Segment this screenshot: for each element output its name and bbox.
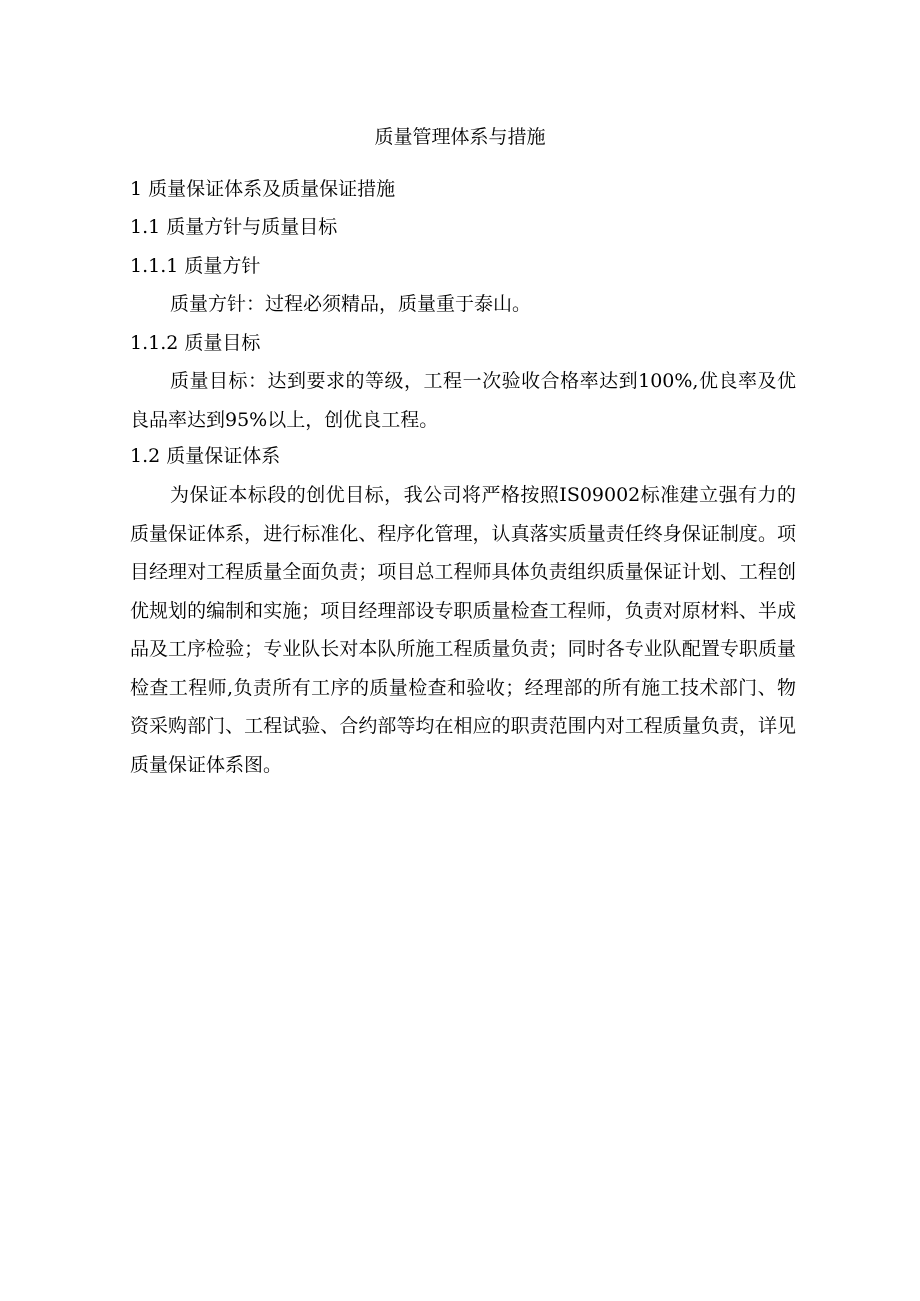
heading-section-1-2: 1.2 质量保证体系 [130,445,281,467]
paragraph-quality-policy: 质量方针：过程必须精品，质量重于泰山。 [170,293,532,315]
heading-section-1: 1 质量保证体系及质量保证措施 [130,178,396,200]
paragraph-quality-system: 为保证本标段的创优目标，我公司将严格按照IS09002标准建立强有力的质量保证体系，进行标准化、程序化管理，认真落实质量责任终身保证制度。项目经理对工程质量全面负责；项目总工程师具体负责组织质量保证计划、工程创优规划的编制和实施；项目经理部设专职质量检查工程师，负责对原材料、半成品及工序检验；专业队长对本队所施工程质量负责；同时各专业队配置专职质量检查工程师,负责所有工序的质量检查和验收；经理部的所有施工技术部门、物资采购部门、工程试验、合约部等均在相应的职责范围内对工程质量负责，详见质量保证体系图。 [130,484,796,776]
heading-section-1-1: 1.1 质量方针与质量目标 [130,216,338,238]
document-title: 质量管理体系与措施 [374,126,546,148]
paragraph-quality-goal: 质量目标：达到要求的等级，工程一次验收合格率达到100%,优良率及优良品率达到95%以上，创优良工程。 [130,370,796,431]
heading-section-1-1-2: 1.1.2 质量目标 [130,332,261,354]
heading-section-1-1-1: 1.1.1 质量方针 [130,255,261,277]
